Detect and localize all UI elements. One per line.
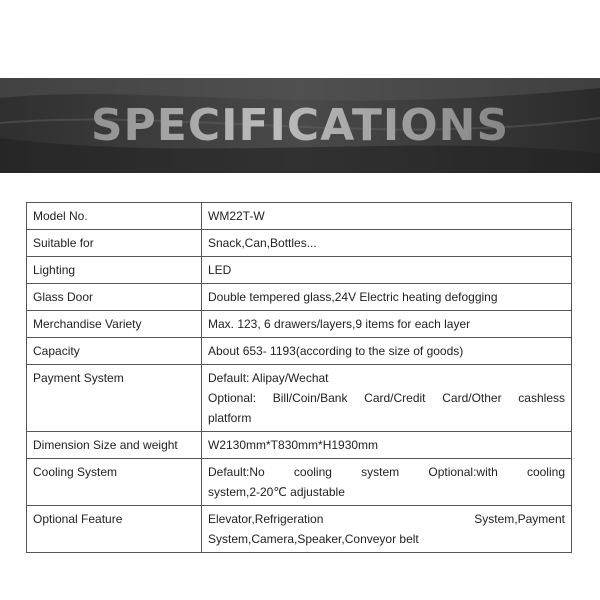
spec-label: Cooling System	[27, 459, 202, 506]
spec-value-line: Snack,Can,Bottles...	[208, 236, 317, 250]
spec-label: Lighting	[27, 257, 202, 284]
spec-value-line: Default: Alipay/Wechat	[208, 371, 329, 385]
spec-value-line: W2130mm*T830mm*H1930mm	[208, 438, 379, 452]
specifications-banner	[0, 78, 600, 173]
spec-value	[202, 506, 572, 553]
spec-label: Model No.	[27, 203, 202, 230]
table-row	[27, 506, 572, 553]
spec-value-line: LED	[208, 263, 232, 277]
table-row	[27, 365, 572, 432]
spec-value-line: Double tempered glass,24V Electric heating defogging	[208, 290, 498, 304]
spec-label: Capacity	[27, 338, 202, 365]
spec-value	[202, 230, 572, 257]
table-row	[27, 459, 572, 506]
spec-value	[202, 459, 572, 506]
spec-value	[202, 311, 572, 338]
banner-title: SPECIFICATIONS	[0, 100, 600, 151]
spec-label: Suitable for	[27, 230, 202, 257]
table-row	[27, 284, 572, 311]
spec-value-line: WM22T-W	[208, 209, 265, 223]
spec-label: Merchandise Variety	[27, 311, 202, 338]
table-row	[27, 311, 572, 338]
table-row	[27, 203, 572, 230]
spec-value-line: system,2-20℃ adjustable	[208, 485, 345, 499]
table-row	[27, 338, 572, 365]
spec-value	[202, 257, 572, 284]
spec-label: Payment System	[27, 365, 202, 432]
table-row	[27, 257, 572, 284]
spec-value	[202, 432, 572, 459]
spec-value	[202, 365, 572, 432]
spec-label: Glass Door	[27, 284, 202, 311]
spec-value-line: Default:No cooling system Optional:with cooling	[208, 465, 565, 479]
spec-value-line: Elevator,Refrigeration System,Payment	[208, 512, 565, 526]
spec-label: Optional Feature	[27, 506, 202, 553]
specifications-table	[26, 202, 572, 553]
table-row	[27, 432, 572, 459]
spec-value-line: Optional: Bill/Coin/Bank Card/Credit Card/Other cashless	[208, 391, 565, 405]
table-row	[27, 230, 572, 257]
spec-value-line: Max. 123, 6 drawers/layers,9 items for each layer	[208, 317, 471, 331]
spec-value-line: platform	[208, 411, 252, 425]
spec-value-line: About 653- 1193(according to the size of goods)	[208, 344, 464, 358]
spec-value	[202, 338, 572, 365]
spec-value	[202, 284, 572, 311]
spec-value-line: System,Camera,Speaker,Conveyor belt	[208, 532, 419, 546]
spec-label: Dimension Size and weight	[27, 432, 202, 459]
spec-value	[202, 203, 572, 230]
